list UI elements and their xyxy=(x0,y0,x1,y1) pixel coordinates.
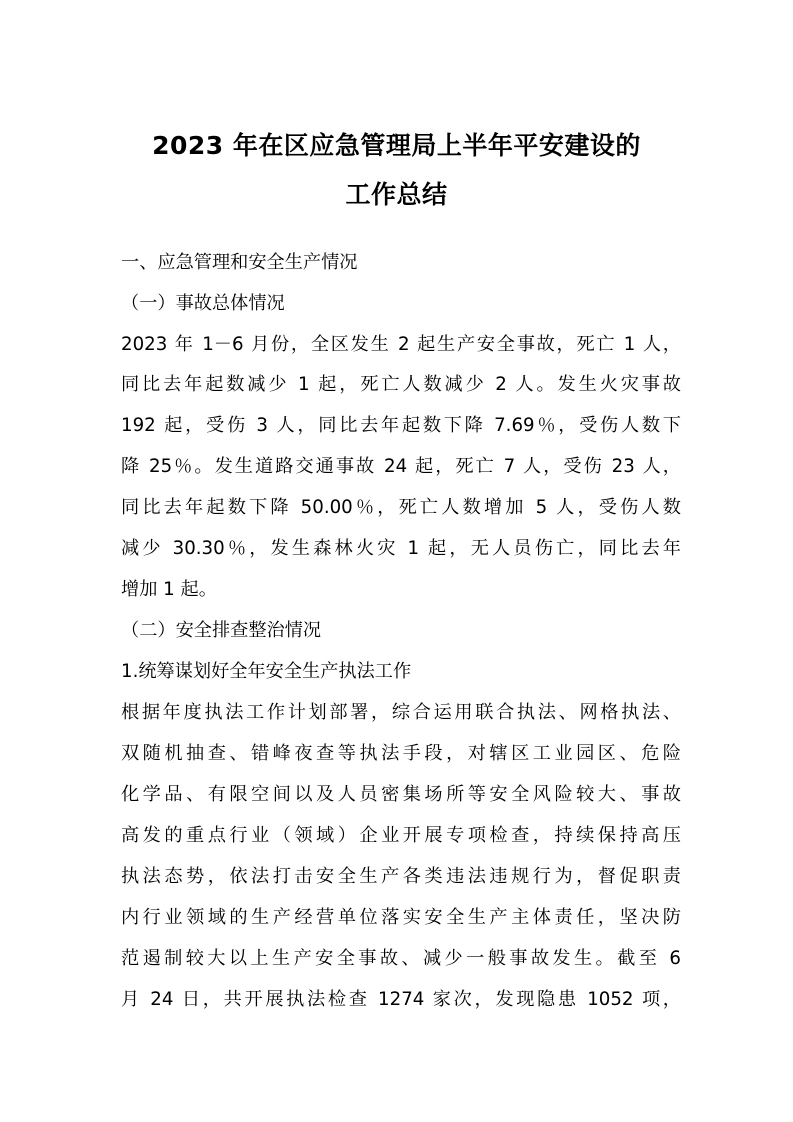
paragraph-1-line: 降 25％。发生道路交通事故 24 起，死亡 7 人，受伤 23 人， xyxy=(121,456,681,477)
section-heading-1: 一、应急管理和安全生产情况 xyxy=(121,252,358,273)
paragraph-1-line: 192 起，受伤 3 人，同比去年起数下降 7.69％，受伤人数下 xyxy=(121,415,681,436)
paragraph-1-line: 同比去年起数下降 50.00％，死亡人数增加 5 人，受伤人数 xyxy=(121,497,681,518)
item-heading-1: 1.统筹谋划好全年安全生产执法工作 xyxy=(121,661,412,682)
paragraph-2-line: 范遏制较大以上生产安全事故、减少一般事故发生。截至 6 xyxy=(121,948,681,969)
document-title-line-1: 2023 年在区应急管理局上半年平安建设的 xyxy=(152,131,641,160)
paragraph-2-line: 月 24 日，共开展执法检查 1274 家次，发现隐患 1052 项， xyxy=(121,989,681,1010)
subsection-heading-2: （二）安全排查整治情况 xyxy=(121,620,322,641)
paragraph-1-line: 2023 年 1－6 月份，全区发生 2 起生产安全事故，死亡 1 人， xyxy=(121,334,681,355)
paragraph-2-line: 化学品、有限空间以及人员密集场所等安全风险较大、事故 xyxy=(121,784,681,805)
document-title-line-2: 工作总结 xyxy=(345,180,448,209)
subsection-heading-1: （一）事故总体情况 xyxy=(121,293,285,314)
paragraph-2-line: 双随机抽查、错峰夜查等执法手段，对辖区工业园区、危险 xyxy=(121,743,681,764)
paragraph-2-line: 执法态势，依法打击安全生产各类违法违规行为，督促职责 xyxy=(121,866,681,887)
paragraph-1-line: 增加 1 起。 xyxy=(121,579,217,600)
paragraph-2-line: 根据年度执法工作计划部署，综合运用联合执法、网格执法、 xyxy=(121,702,681,723)
paragraph-1-line: 减少 30.30％，发生森林火灾 1 起，无人员伤亡，同比去年 xyxy=(121,538,681,559)
paragraph-1-line: 同比去年起数减少 1 起，死亡人数减少 2 人。发生火灾事故 xyxy=(121,374,681,395)
paragraph-2-line: 内行业领域的生产经营单位落实安全生产主体责任，坚决防 xyxy=(121,907,681,928)
paragraph-2-line: 高发的重点行业（领域）企业开展专项检查，持续保持高压 xyxy=(121,825,681,846)
